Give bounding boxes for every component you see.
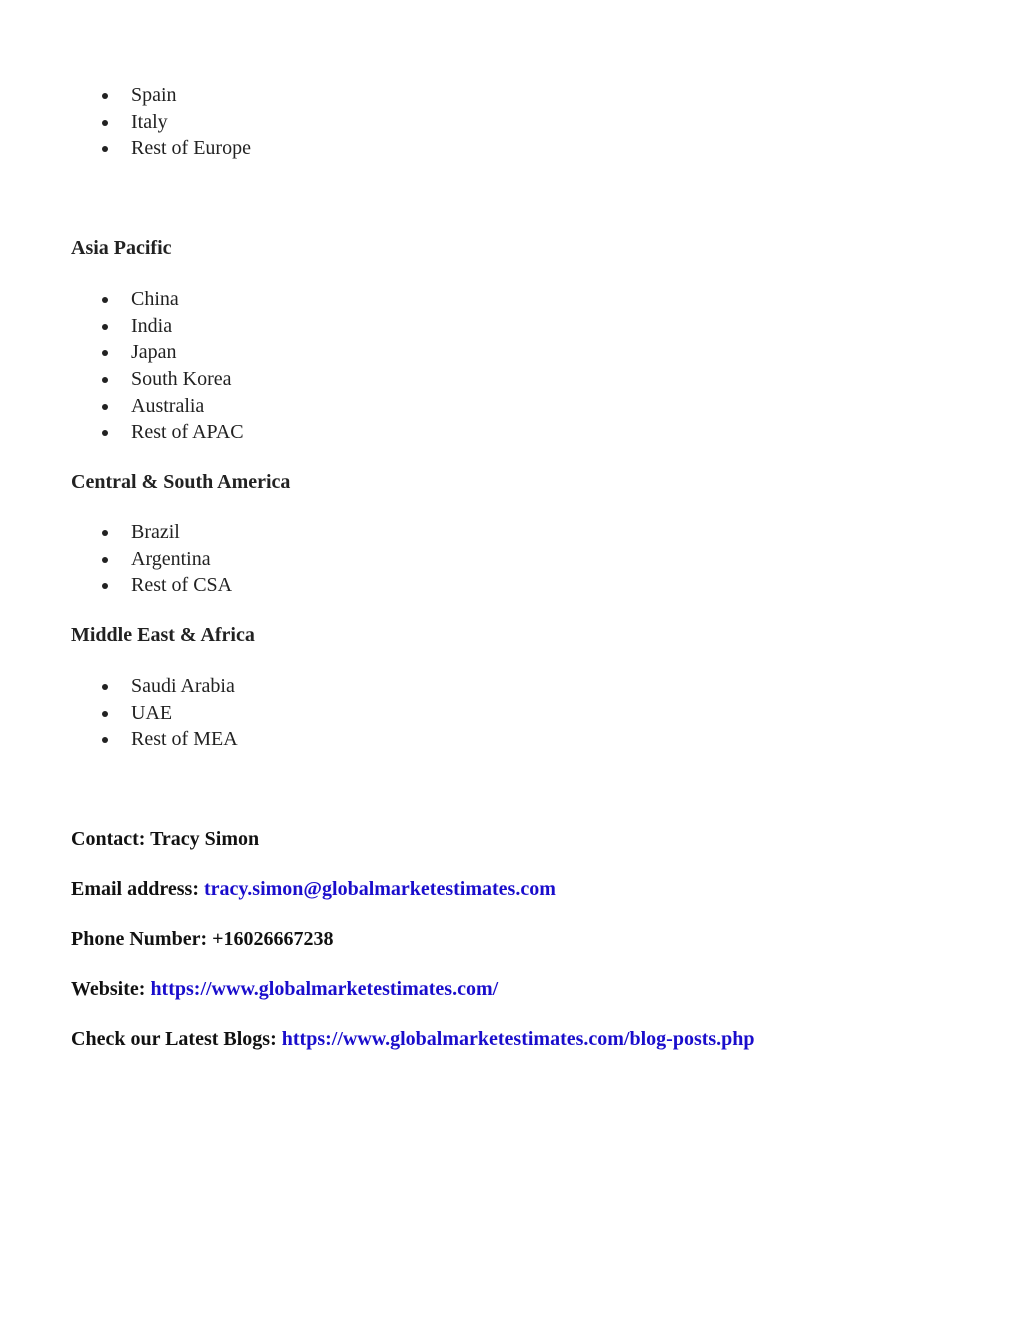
list-item-label: Saudi Arabia bbox=[131, 675, 235, 697]
asia-pacific-country-list bbox=[0, 286, 244, 446]
list-item bbox=[0, 546, 232, 573]
list-item bbox=[0, 366, 244, 393]
list-item bbox=[0, 700, 238, 727]
central-south-america-heading: Central & South America bbox=[71, 471, 291, 493]
bullet-icon bbox=[102, 350, 108, 356]
bullet-icon bbox=[102, 583, 108, 589]
list-item bbox=[0, 519, 232, 546]
contact-name: Contact: Tracy Simon bbox=[71, 828, 260, 850]
list-item bbox=[0, 726, 238, 753]
list-item-label: South Korea bbox=[131, 368, 232, 391]
bullet-icon bbox=[102, 404, 108, 410]
bullet-icon bbox=[102, 120, 108, 126]
website-label: Website: bbox=[71, 978, 151, 1000]
list-item-label: China bbox=[131, 288, 179, 310]
central-south-america-country-list bbox=[0, 519, 232, 599]
bullet-icon bbox=[102, 146, 108, 152]
blogs-link[interactable]: https://www.globalmarketestimates.com/blog-posts.php bbox=[281, 1028, 755, 1050]
list-item-label: Rest of APAC bbox=[131, 421, 244, 444]
middle-east-africa-country-list bbox=[0, 673, 238, 753]
list-item-label: India bbox=[131, 314, 173, 337]
bullet-icon bbox=[102, 324, 108, 330]
email-label: Email address: bbox=[71, 878, 204, 900]
list-item bbox=[0, 109, 251, 136]
bullet-icon bbox=[102, 530, 108, 536]
blogs-label: Check our Latest Blogs: bbox=[71, 1028, 282, 1050]
bullet-icon bbox=[102, 557, 108, 563]
list-item-label: Argentina bbox=[131, 547, 211, 570]
list-item-label: Spain bbox=[131, 84, 177, 106]
list-item-label: UAE bbox=[131, 701, 173, 724]
asia-pacific-heading: Asia Pacific bbox=[71, 237, 172, 259]
list-item bbox=[0, 135, 251, 162]
list-item bbox=[0, 339, 244, 366]
list-item-label: Rest of Europe bbox=[131, 137, 251, 160]
list-item bbox=[0, 419, 244, 446]
website-link[interactable]: https://www.globalmarketestimates.com/ bbox=[150, 978, 499, 1000]
phone-number: Phone Number: +16026667238 bbox=[71, 928, 334, 950]
list-item bbox=[0, 572, 232, 599]
list-item-label: Rest of CSA bbox=[131, 574, 233, 597]
list-item bbox=[0, 82, 251, 109]
email-line bbox=[71, 876, 556, 902]
bullet-icon bbox=[102, 297, 108, 303]
bullet-icon bbox=[102, 430, 108, 436]
email-link[interactable]: tracy.simon@globalmarketestimates.com bbox=[203, 878, 556, 900]
list-item-label: Italy bbox=[131, 110, 168, 133]
blogs-line bbox=[71, 1026, 755, 1052]
list-item-label: Rest of MEA bbox=[131, 728, 238, 751]
list-item bbox=[0, 673, 238, 700]
bullet-icon bbox=[102, 737, 108, 743]
website-line bbox=[71, 976, 498, 1002]
list-item-label: Brazil bbox=[131, 521, 180, 543]
bullet-icon bbox=[102, 93, 108, 99]
middle-east-africa-heading: Middle East & Africa bbox=[71, 624, 255, 646]
bullet-icon bbox=[102, 377, 108, 383]
europe-country-list bbox=[0, 82, 251, 162]
list-item-label: Japan bbox=[131, 341, 177, 364]
list-item bbox=[0, 393, 244, 420]
bullet-icon bbox=[102, 684, 108, 690]
bullet-icon bbox=[102, 711, 108, 717]
list-item bbox=[0, 286, 244, 313]
list-item bbox=[0, 313, 244, 340]
list-item-label: Australia bbox=[131, 394, 205, 417]
